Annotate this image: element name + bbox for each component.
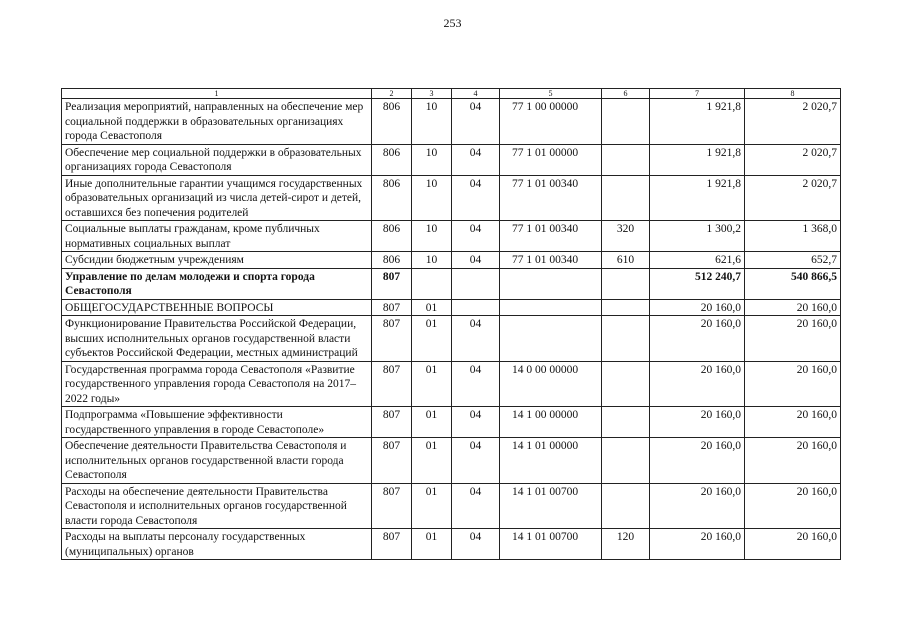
amount-year2-cell: 20 160,0 — [745, 407, 841, 438]
subsection-code-cell: 04 — [452, 438, 500, 484]
subsection-code-cell: 04 — [452, 407, 500, 438]
header-cell: 3 — [412, 89, 452, 99]
target-article-cell: 77 1 01 00340 — [500, 221, 602, 252]
amount-year2-cell: 20 160,0 — [745, 438, 841, 484]
expense-type-cell — [602, 316, 650, 362]
subsection-code-cell: 04 — [452, 144, 500, 175]
amount-year1-cell: 512 240,7 — [650, 268, 745, 299]
department-code-cell: 807 — [372, 361, 412, 407]
department-code-cell: 807 — [372, 316, 412, 362]
subsection-code-cell: 04 — [452, 483, 500, 529]
table-row — [62, 407, 841, 438]
target-article-cell: 14 1 01 00700 — [500, 529, 602, 560]
table-row — [62, 299, 841, 316]
row-name-cell: Расходы на выплаты персоналу государственных (муниципальных) органов — [62, 529, 372, 560]
row-name-cell: Обеспечение мер социальной поддержки в образовательных организациях города Севастополя — [62, 144, 372, 175]
department-code-cell: 806 — [372, 221, 412, 252]
amount-year2-cell: 20 160,0 — [745, 361, 841, 407]
amount-year1-cell: 1 921,8 — [650, 99, 745, 145]
table-row — [62, 529, 841, 560]
expense-type-cell: 610 — [602, 252, 650, 269]
header-cell: 8 — [745, 89, 841, 99]
table-row — [62, 316, 841, 362]
amount-year2-cell: 20 160,0 — [745, 483, 841, 529]
header-cell: 7 — [650, 89, 745, 99]
subsection-code-cell: 04 — [452, 252, 500, 269]
target-article-cell: 14 1 01 00700 — [500, 483, 602, 529]
amount-year1-cell: 20 160,0 — [650, 361, 745, 407]
expense-type-cell — [602, 299, 650, 316]
table-row — [62, 144, 841, 175]
expense-type-cell: 120 — [602, 529, 650, 560]
expense-type-cell — [602, 175, 650, 221]
expense-type-cell — [602, 99, 650, 145]
amount-year1-cell: 621,6 — [650, 252, 745, 269]
budget-table — [61, 88, 841, 560]
subsection-code-cell — [452, 268, 500, 299]
row-name-cell: Управление по делам молодежи и спорта города Севастополя — [62, 268, 372, 299]
row-name-cell: Государственная программа города Севастополя «Развитие государственного управления города Севастополя на 2017–2022 годы» — [62, 361, 372, 407]
amount-year2-cell: 652,7 — [745, 252, 841, 269]
row-name-cell: Иные дополнительные гарантии учащимся государственных образовательных организаций из числа детей-сирот и детей, оставшихся без попечения родителей — [62, 175, 372, 221]
amount-year1-cell: 20 160,0 — [650, 316, 745, 362]
table-row — [62, 361, 841, 407]
department-code-cell: 807 — [372, 438, 412, 484]
section-code-cell: 01 — [412, 316, 452, 362]
table-row — [62, 252, 841, 269]
department-code-cell: 807 — [372, 483, 412, 529]
department-code-cell: 806 — [372, 252, 412, 269]
expense-type-cell — [602, 483, 650, 529]
page-number: 253 — [443, 16, 462, 30]
department-code-cell: 807 — [372, 529, 412, 560]
amount-year2-cell: 20 160,0 — [745, 299, 841, 316]
subsection-code-cell — [452, 299, 500, 316]
section-code-cell: 10 — [412, 221, 452, 252]
table-row — [62, 221, 841, 252]
target-article-cell — [500, 316, 602, 362]
expense-type-cell: 320 — [602, 221, 650, 252]
section-code-cell: 10 — [412, 144, 452, 175]
subsection-code-cell: 04 — [452, 175, 500, 221]
section-code-cell: 01 — [412, 299, 452, 316]
table-row — [62, 438, 841, 484]
section-code-cell: 01 — [412, 529, 452, 560]
amount-year1-cell: 1 921,8 — [650, 144, 745, 175]
header-cell: 2 — [372, 89, 412, 99]
target-article-cell: 14 1 01 00000 — [500, 438, 602, 484]
subsection-code-cell: 04 — [452, 221, 500, 252]
section-code-cell: 01 — [412, 361, 452, 407]
expense-type-cell — [602, 361, 650, 407]
amount-year2-cell: 540 866,5 — [745, 268, 841, 299]
department-code-cell: 806 — [372, 144, 412, 175]
header-cell: 4 — [452, 89, 500, 99]
expense-type-cell — [602, 438, 650, 484]
row-name-cell: ОБЩЕГОСУДАРСТВЕННЫЕ ВОПРОСЫ — [62, 299, 372, 316]
amount-year1-cell: 20 160,0 — [650, 483, 745, 529]
section-code-cell: 01 — [412, 407, 452, 438]
section-code-cell: 01 — [412, 438, 452, 484]
section-code-cell: 10 — [412, 175, 452, 221]
amount-year1-cell: 20 160,0 — [650, 299, 745, 316]
amount-year1-cell: 20 160,0 — [650, 529, 745, 560]
department-code-cell: 807 — [372, 268, 412, 299]
header-cell: 6 — [602, 89, 650, 99]
expense-type-cell — [602, 407, 650, 438]
subsection-code-cell: 04 — [452, 316, 500, 362]
row-name-cell: Субсидии бюджетным учреждениям — [62, 252, 372, 269]
row-name-cell: Функционирование Правительства Российской Федерации, высших исполнительных органов государственной власти субъектов Российской Федерации, местных администраций — [62, 316, 372, 362]
row-name-cell: Социальные выплаты гражданам, кроме публичных нормативных социальных выплат — [62, 221, 372, 252]
department-code-cell: 806 — [372, 175, 412, 221]
target-article-cell: 14 0 00 00000 — [500, 361, 602, 407]
subsection-code-cell: 04 — [452, 361, 500, 407]
amount-year1-cell: 1 921,8 — [650, 175, 745, 221]
department-code-cell: 807 — [372, 407, 412, 438]
target-article-cell: 77 1 01 00340 — [500, 175, 602, 221]
amount-year2-cell: 2 020,7 — [745, 144, 841, 175]
expense-type-cell — [602, 144, 650, 175]
target-article-cell: 14 1 00 00000 — [500, 407, 602, 438]
section-code-cell: 01 — [412, 483, 452, 529]
amount-year2-cell: 20 160,0 — [745, 529, 841, 560]
row-name-cell: Подпрограмма «Повышение эффективности государственного управления в городе Севастополе» — [62, 407, 372, 438]
table-row — [62, 175, 841, 221]
table-row — [62, 483, 841, 529]
row-name-cell: Обеспечение деятельности Правительства Севастополя и исполнительных органов государственной власти города Севастополя — [62, 438, 372, 484]
amount-year1-cell: 20 160,0 — [650, 407, 745, 438]
amount-year1-cell: 1 300,2 — [650, 221, 745, 252]
table-row — [62, 99, 841, 145]
row-name-cell: Реализация мероприятий, направленных на обеспечение мер социальной поддержки в образовательных организациях города Севастополя — [62, 99, 372, 145]
department-code-cell: 807 — [372, 299, 412, 316]
target-article-cell: 77 1 00 00000 — [500, 99, 602, 145]
section-code-cell: 10 — [412, 252, 452, 269]
header-cell: 1 — [62, 89, 372, 99]
amount-year2-cell: 20 160,0 — [745, 316, 841, 362]
target-article-cell: 77 1 01 00340 — [500, 252, 602, 269]
amount-year2-cell: 1 368,0 — [745, 221, 841, 252]
subsection-code-cell: 04 — [452, 529, 500, 560]
amount-year1-cell: 20 160,0 — [650, 438, 745, 484]
amount-year2-cell: 2 020,7 — [745, 175, 841, 221]
table-row — [62, 268, 841, 299]
row-name-cell: Расходы на обеспечение деятельности Правительства Севастополя и исполнительных органов государственной власти города Севастополя — [62, 483, 372, 529]
target-article-cell: 77 1 01 00000 — [500, 144, 602, 175]
amount-year2-cell: 2 020,7 — [745, 99, 841, 145]
header-row — [62, 89, 841, 99]
expense-type-cell — [602, 268, 650, 299]
subsection-code-cell: 04 — [452, 99, 500, 145]
target-article-cell — [500, 268, 602, 299]
section-code-cell — [412, 268, 452, 299]
section-code-cell: 10 — [412, 99, 452, 145]
target-article-cell — [500, 299, 602, 316]
department-code-cell: 806 — [372, 99, 412, 145]
header-cell: 5 — [500, 89, 602, 99]
